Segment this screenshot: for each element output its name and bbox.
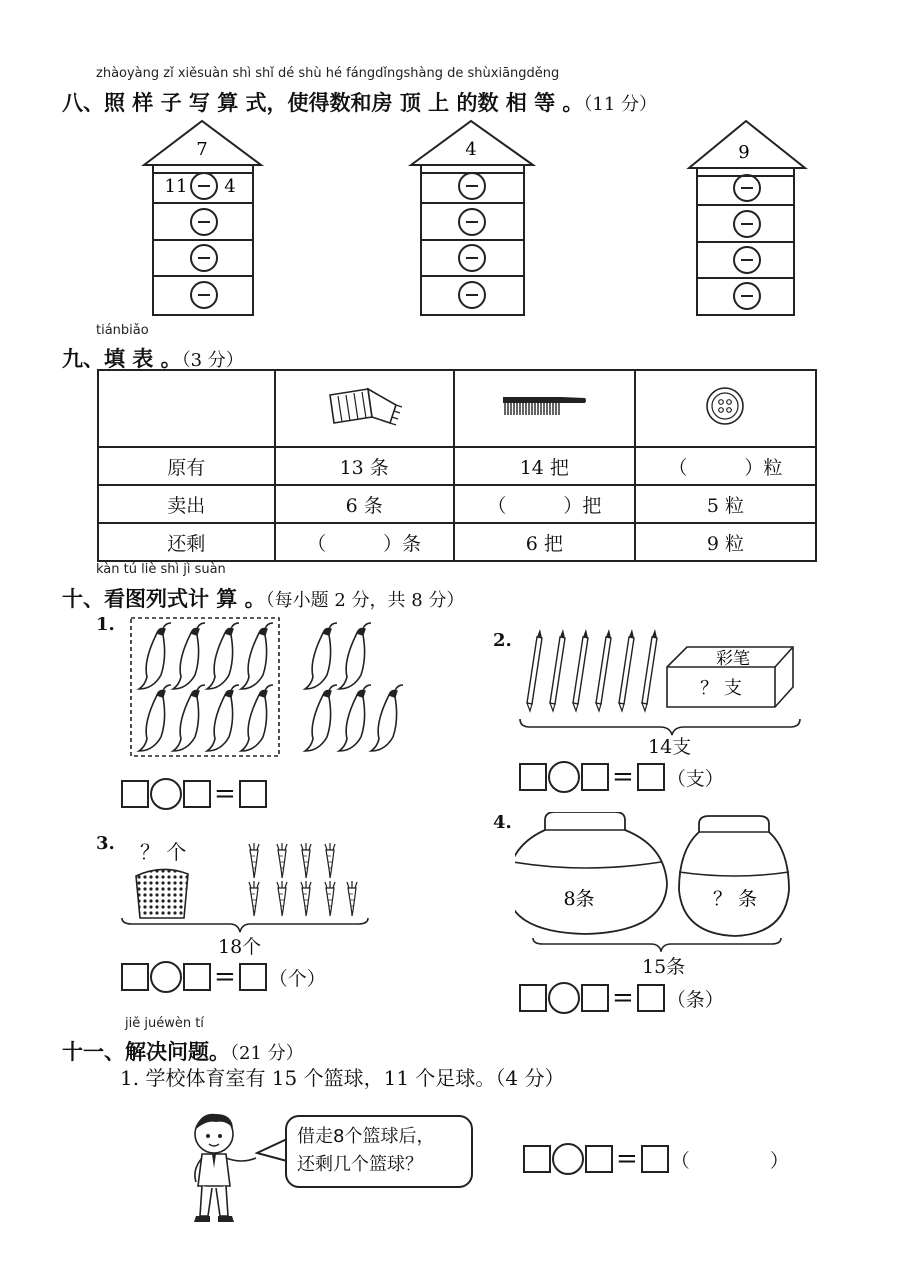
table-cell-blank[interactable]: （ ）把 — [454, 485, 635, 523]
pepper-icon — [339, 685, 371, 751]
carrot-picture — [118, 838, 373, 938]
table-header-comb — [454, 370, 635, 447]
minus-circle — [459, 282, 485, 308]
table-cell: 6 把 — [454, 523, 635, 561]
minus-circle — [191, 282, 217, 308]
q2-number: 2. — [493, 630, 512, 651]
operator-circle[interactable] — [548, 761, 580, 793]
answer-box[interactable] — [641, 1145, 669, 1173]
carrot-icon — [301, 843, 311, 878]
house-3 — [686, 118, 808, 318]
house-3-roof-number: 9 — [738, 142, 750, 163]
pencil-icon — [527, 629, 542, 711]
table-row — [98, 485, 816, 523]
answer-box[interactable] — [121, 963, 149, 991]
section8-heading — [62, 87, 657, 117]
answer-box[interactable] — [581, 763, 609, 791]
pepper-icon — [305, 623, 337, 689]
carrot-icon — [249, 843, 259, 878]
answer-box[interactable] — [239, 963, 267, 991]
answer-box[interactable] — [239, 780, 267, 808]
pepper-icon — [241, 685, 273, 751]
equals-sign: = — [612, 762, 634, 792]
operator-circle[interactable] — [150, 778, 182, 810]
q4-total: 15条 — [642, 956, 686, 978]
carrot-icon — [249, 881, 259, 916]
table-cell: 6 条 — [275, 485, 454, 523]
section8-pinyin: zhàoyàng zǐ xiěsuàn shì shǐ dé shù hé fángdǐngshàng de shùxiāngděng — [96, 66, 560, 81]
table-cell: 9 粒 — [635, 523, 816, 561]
pepper-icon — [207, 623, 239, 689]
q4-equation — [519, 982, 724, 1014]
pencil-box-title: 彩笔 — [716, 649, 750, 669]
carrot-icon — [277, 843, 287, 878]
table-cell: 14 把 — [454, 447, 635, 485]
pencil-picture — [515, 625, 805, 740]
section10-heading — [62, 583, 464, 613]
bubble-line1: 借走8个篮球后， — [297, 1126, 435, 1147]
jar-icon — [679, 816, 789, 936]
section9-pinyin: tiánbiǎo — [96, 323, 149, 338]
section8-title: 八、照 样 子 写 算 式，使得数和房 顶 上 的数 相 等 。 — [62, 91, 584, 115]
house-1 — [140, 118, 265, 318]
table-header-button — [635, 370, 816, 447]
equals-sign: = — [214, 779, 236, 809]
operator-circle[interactable] — [552, 1143, 584, 1175]
minus-circle — [191, 245, 217, 271]
q2-total: 14支 — [648, 736, 692, 758]
row-label: 还剩 — [98, 523, 275, 561]
button-icon — [703, 384, 747, 428]
answer-box[interactable] — [581, 984, 609, 1012]
pencil-icon — [550, 629, 565, 711]
pencil-icon — [573, 629, 588, 711]
section8-score: （11 分） — [583, 94, 658, 115]
table-corner-cell — [98, 370, 275, 447]
pepper-icon — [139, 623, 171, 689]
comb-icon — [499, 391, 589, 421]
fish-jar-picture — [515, 812, 795, 952]
pencil-icon — [619, 629, 634, 711]
jar-icon — [515, 812, 667, 934]
table-cell: 13 条 — [275, 447, 454, 485]
pepper-icon — [207, 685, 239, 751]
jar1-label: 8条 — [563, 888, 595, 910]
section10-score: （每小题 2 分，共 8 分） — [265, 590, 465, 611]
answer-box[interactable] — [523, 1145, 551, 1173]
total-brace — [533, 938, 781, 951]
pepper-icon — [241, 623, 273, 689]
section11-score: （21 分） — [230, 1043, 304, 1064]
table-row — [98, 523, 816, 561]
section9-score: （3 分） — [181, 350, 244, 371]
boy-icon — [186, 1108, 286, 1226]
carrot-icon — [301, 881, 311, 916]
pencil-icon — [596, 629, 611, 711]
pencil-icon — [642, 629, 657, 711]
pepper-icon — [305, 685, 337, 751]
answer-box[interactable] — [637, 984, 665, 1012]
answer-box[interactable] — [121, 780, 149, 808]
jar2-label: ？ 条 — [712, 888, 758, 910]
q3-number: 3. — [96, 833, 115, 854]
speech-bubble — [285, 1115, 473, 1188]
pencil-box-question: ？ 支 — [700, 678, 742, 699]
q3-unit: （个） — [268, 967, 326, 990]
house-2-roof-number: 4 — [465, 139, 477, 160]
table-cell-blank[interactable]: （ ）粒 — [635, 447, 816, 485]
answer-box[interactable] — [519, 763, 547, 791]
table-row — [98, 447, 816, 485]
pepper-icon — [173, 623, 205, 689]
operator-circle[interactable] — [548, 982, 580, 1014]
q3-question: ？ 个 — [140, 840, 187, 864]
minus-circle — [191, 173, 217, 199]
q4-number: 4. — [493, 812, 512, 833]
q1-number: 1. — [96, 614, 115, 635]
section11-pinyin: jiě juéwèn tí — [125, 1016, 204, 1031]
minus-circle — [734, 211, 760, 237]
table-cell: 5 粒 — [635, 485, 816, 523]
carrot-icon — [347, 881, 357, 916]
table-header-row — [98, 370, 816, 447]
minus-circle — [191, 209, 217, 235]
q1-equation — [121, 778, 267, 810]
section9-title: 九、填 表 。 — [62, 347, 182, 371]
pepper-icon — [371, 685, 403, 751]
fill-table — [97, 369, 817, 562]
house-2 — [408, 118, 536, 318]
section10-pinyin: kàn tú liè shì jì suàn — [96, 562, 226, 577]
equals-sign: = — [612, 983, 634, 1013]
equals-sign: = — [616, 1144, 638, 1174]
carrot-icon — [325, 881, 335, 916]
pepper-picture — [125, 615, 405, 760]
minus-circle — [734, 283, 760, 309]
minus-circle — [734, 247, 760, 273]
pepper-icon — [339, 623, 371, 689]
minus-circle — [734, 175, 760, 201]
answer-box[interactable] — [585, 1145, 613, 1173]
s11-q1-text: 1. 学校体育室有 15 个篮球，11 个足球。（4 分） — [120, 1066, 565, 1090]
unit-open-paren: （ — [670, 1149, 690, 1172]
equals-sign: = — [214, 962, 236, 992]
bubble-line2: 还剩几个篮球？ — [297, 1154, 423, 1175]
section11-title: 十一、解决问题。 — [62, 1040, 230, 1064]
q4-unit: （条） — [666, 988, 724, 1011]
minus-circle — [459, 173, 485, 199]
section10-title: 十、看图列式计 算 。 — [62, 587, 266, 611]
s11-q1-equation — [523, 1143, 789, 1175]
house-1-example-right: 4 — [224, 176, 236, 197]
table-header-scarf — [275, 370, 454, 447]
q2-equation — [519, 761, 724, 793]
q3-equation — [121, 961, 326, 993]
unit-close-paren: ） — [769, 1149, 789, 1172]
q2-unit: （支） — [666, 767, 724, 790]
scarf-icon — [324, 383, 404, 429]
house-1-example-left: 11 — [164, 176, 188, 197]
row-label: 原有 — [98, 447, 275, 485]
basket-icon — [136, 869, 188, 918]
answer-box[interactable] — [183, 780, 211, 808]
row-label: 卖出 — [98, 485, 275, 523]
q3-total: 18个 — [218, 936, 262, 958]
operator-circle[interactable] — [150, 961, 182, 993]
carrot-icon — [277, 881, 287, 916]
answer-box[interactable] — [637, 763, 665, 791]
pepper-icon — [173, 685, 205, 751]
table-cell-blank[interactable]: （ ）条 — [275, 523, 454, 561]
carrot-icon — [325, 843, 335, 878]
pepper-icon — [139, 685, 171, 751]
total-brace — [122, 918, 368, 932]
answer-box[interactable] — [519, 984, 547, 1012]
minus-circle — [459, 245, 485, 271]
house-1-roof-number: 7 — [196, 139, 208, 160]
answer-box[interactable] — [183, 963, 211, 991]
minus-circle — [459, 209, 485, 235]
